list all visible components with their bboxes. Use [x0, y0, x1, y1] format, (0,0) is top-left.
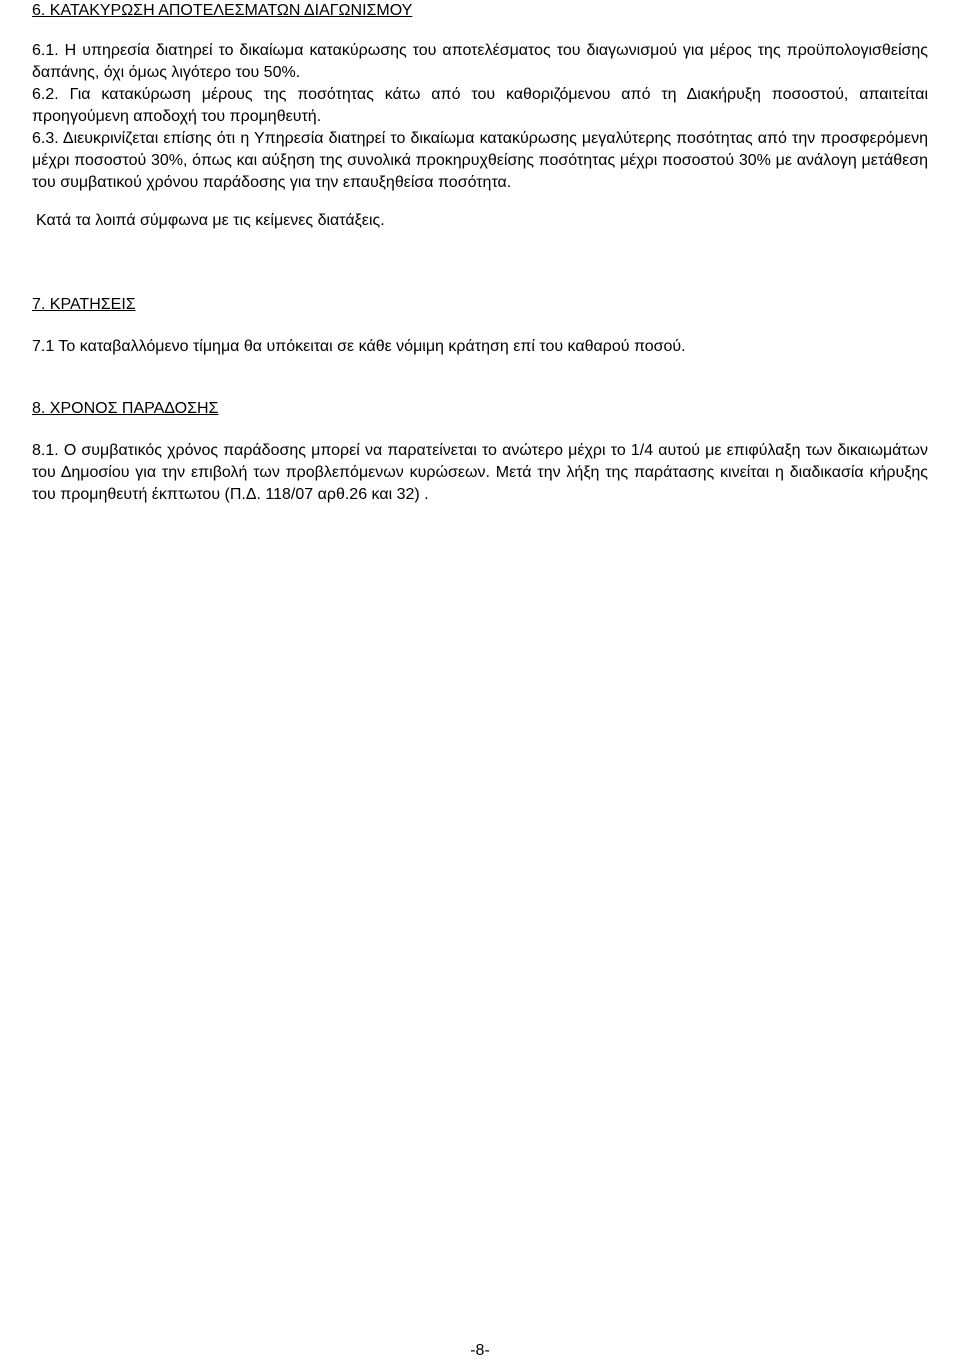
section-8-heading: 8. ΧΡΟΝΟΣ ΠΑΡΑΔΟΣΗΣ [32, 400, 219, 417]
section-6-body [32, 40, 928, 194]
paragraph-8-1: 8.1. Ο συμβατικός χρόνος παράδοσης μπορεί να παρατείνεται το ανώτερο μέχρι το 1/4 αυτού με επιφύλαξη των δικαιωμάτων του Δημοσίου για την επιβολή των προβλεπόμενων κυρώσεων. Μετά την λήξη της παράτασης κινείται η διαδικασία κήρυξης του προμηθευτή έκπτωτου (Π.Δ. 118/07 αρθ.26 και 32) . [32, 442, 928, 503]
paragraph-6-2: 6.2. Για κατακύρωση μέρους της ποσότητας κάτω από του καθοριζόμενου από τη Διακήρυξη ποσοστού, απαιτείται προηγούμενη αποδοχή του προμηθευτή. [32, 86, 928, 125]
paragraph-6-3: 6.3. Διευκρινίζεται επίσης ότι η Υπηρεσία διατηρεί το δικαίωμα κατακύρωσης μεγαλύτερης ποσότητας από την προσφερόμενη μέχρι ποσοστού 30%, όπως και αύξηση της συνολικά προκηρυχθείσης ποσότητας μέχρι ποσοστού 30% με ανάλογη μετάθεση του συμβατικού χρόνου παράδοσης για την επαυξηθείσα ποσότητα. [32, 130, 928, 191]
closing-sentence: Κατά τα λοιπά σύμφωνα με τις κείμενες διατάξεις. [36, 212, 385, 229]
paragraph-7-1: 7.1 Το καταβαλλόμενο τίμημα θα υπόκειται σε κάθε νόμιμη κράτηση επί του καθαρού ποσού. [32, 338, 686, 355]
section-6-heading: 6. ΚΑΤΑΚΥΡΩΣΗ ΑΠΟΤΕΛΕΣΜΑΤΩΝ ΔΙΑΓΩΝΙΣΜΟΥ [32, 2, 413, 19]
paragraph-6-1: 6.1. Η υπηρεσία διατηρεί το δικαίωμα κατακύρωσης του αποτελέσματος του διαγωνισμού για μέρος της προϋπολογισθείσης δαπάνης, όχι όμως λιγότερο του 50%. [32, 42, 928, 81]
page-number: -8- [470, 1342, 490, 1359]
section-7-heading: 7. ΚΡΑΤΗΣΕΙΣ [32, 296, 136, 313]
